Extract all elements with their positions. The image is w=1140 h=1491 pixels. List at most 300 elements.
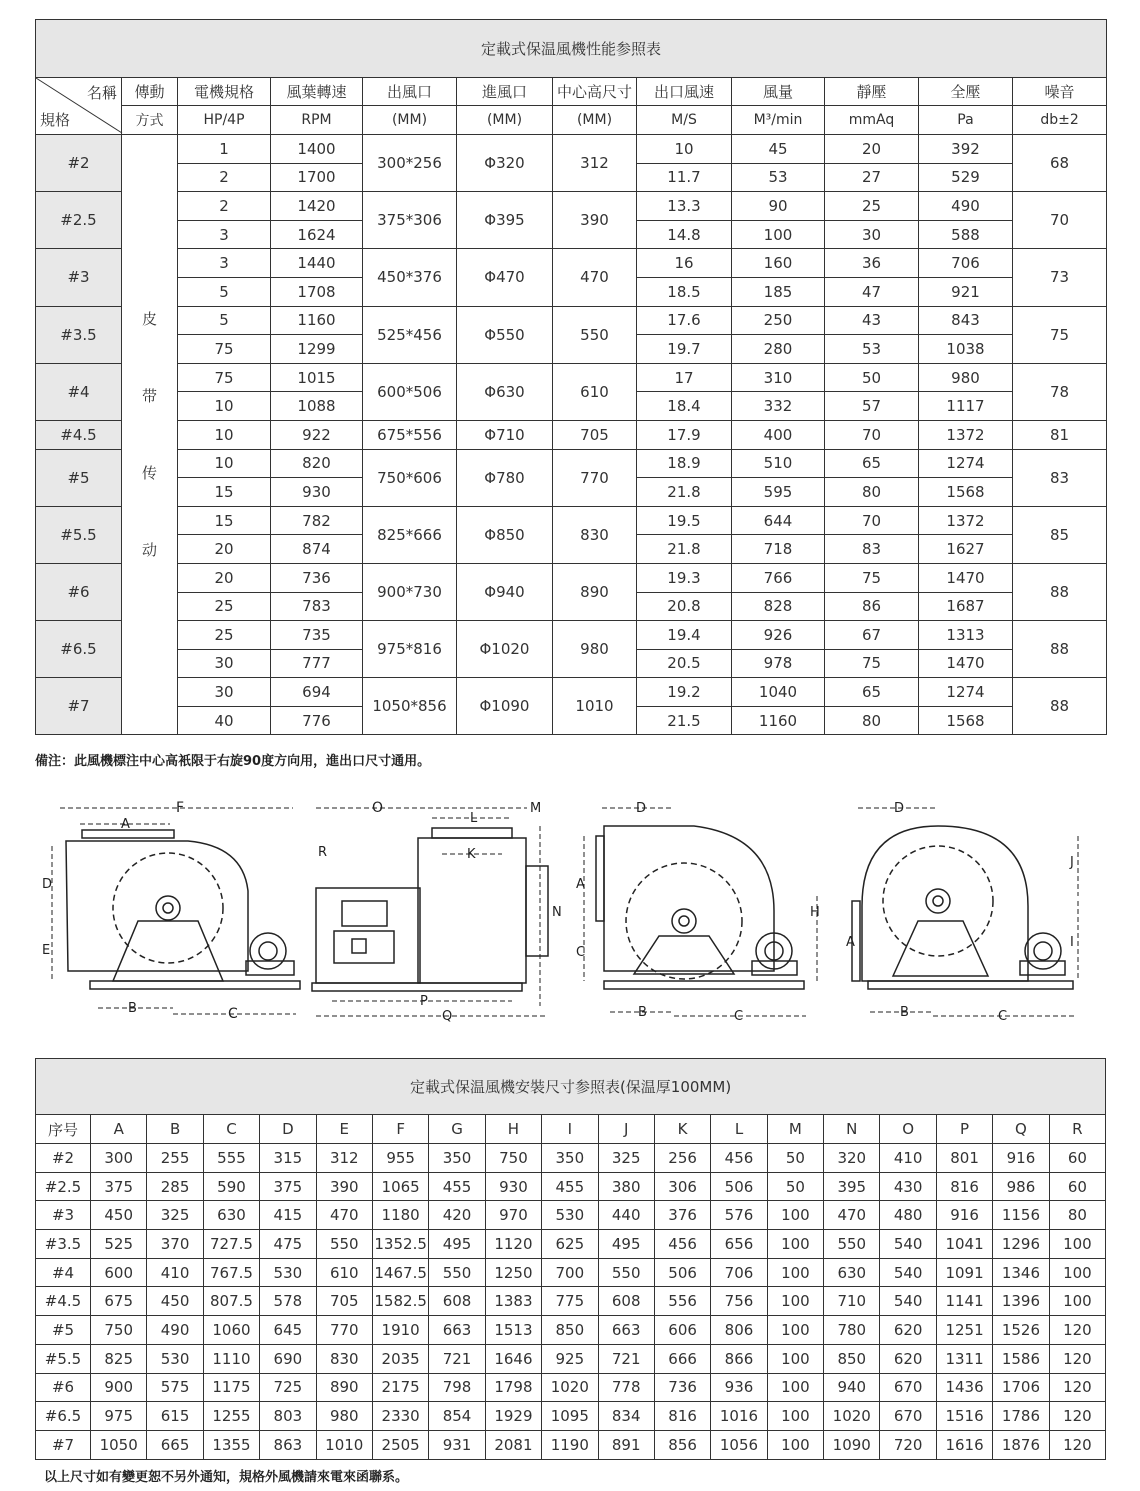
table-cell: 778 (598, 1373, 654, 1402)
table-cell: 53 (825, 335, 919, 364)
table-cell: 921 (919, 277, 1013, 306)
table-cell: 1274 (919, 678, 1013, 707)
table-cell: 306 (654, 1172, 710, 1201)
table-cell: 540 (880, 1287, 936, 1316)
table-cell: 120 (1049, 1316, 1106, 1345)
table-cell: 801 (936, 1144, 992, 1173)
table-cell: #4.5 (36, 420, 122, 449)
header-cell: M (767, 1115, 823, 1144)
install-note: 以上尺寸如有變更恕不另外通知，規格外風機請來電來函聯系。 (44, 1470, 409, 1485)
table-cell: Φ940 (457, 563, 553, 620)
table-cell: 100 (1049, 1230, 1106, 1259)
table-cell: 455 (429, 1172, 485, 1201)
table-cell: 930 (485, 1172, 541, 1201)
svg-text:B: B (128, 1001, 137, 1016)
table-cell: 100 (732, 220, 825, 249)
table-cell: 891 (598, 1430, 654, 1459)
table-cell: 470 (316, 1201, 372, 1230)
svg-text:B: B (638, 1005, 647, 1020)
table-cell: 1095 (542, 1402, 598, 1431)
table-cell: 83 (1013, 449, 1107, 506)
table-cell: 17.6 (637, 306, 732, 335)
table-cell: 1190 (542, 1430, 598, 1459)
header-cell: K (654, 1115, 710, 1144)
table-cell: #2.5 (36, 192, 122, 249)
install-row (36, 1201, 1106, 1230)
svg-text:K: K (467, 847, 476, 862)
table-cell: 1568 (919, 478, 1013, 507)
table-cell: 610 (553, 363, 637, 420)
table-cell: 1117 (919, 392, 1013, 421)
row-spec-cell: #2.5 (36, 1172, 91, 1201)
unit-cell: M/S (637, 106, 732, 135)
table-cell: 100 (1049, 1258, 1106, 1287)
table-cell: 2 (178, 163, 271, 192)
table-cell: 19.7 (637, 335, 732, 364)
table-cell: 1255 (203, 1402, 259, 1431)
table-cell: 1251 (936, 1316, 992, 1345)
svg-text:R: R (318, 845, 328, 860)
table-cell: 20 (825, 135, 919, 164)
table-cell: 18.5 (637, 277, 732, 306)
table-cell: 70 (1013, 192, 1107, 249)
table-cell: 926 (732, 621, 825, 650)
table-cell: 550 (316, 1230, 372, 1259)
table-cell: 1090 (824, 1430, 880, 1459)
row-spec-cell: #7 (36, 1430, 91, 1459)
table-cell: 73 (1013, 249, 1107, 306)
table-cell: 890 (553, 563, 637, 620)
table-cell: 866 (711, 1344, 767, 1373)
svg-text:F: F (176, 800, 185, 816)
row-spec-cell: #4 (36, 1258, 91, 1287)
install-row (36, 1316, 1106, 1345)
table-cell: 85 (1013, 506, 1107, 563)
table-cell: 625 (542, 1230, 598, 1259)
table-cell: 60 (1049, 1172, 1106, 1201)
table-cell: 20.5 (637, 649, 732, 678)
table-cell: 68 (1013, 135, 1107, 192)
table-cell: 615 (147, 1402, 203, 1431)
table-cell: 834 (598, 1402, 654, 1431)
table-cell: 780 (824, 1316, 880, 1345)
table-cell: 930 (271, 478, 363, 507)
table-cell: Φ470 (457, 249, 553, 306)
table-cell: 750 (91, 1316, 147, 1345)
header-cell: 風量 (732, 78, 825, 106)
table-cell: 630 (824, 1258, 880, 1287)
table-cell: 1383 (485, 1287, 541, 1316)
table-cell: 775 (542, 1287, 598, 1316)
table-cell: 250 (732, 306, 825, 335)
svg-text:P: P (420, 994, 428, 1009)
header-cell: P (936, 1115, 992, 1144)
performance-row (36, 249, 1107, 278)
table-cell: #5.5 (36, 506, 122, 563)
table-cell: 495 (598, 1230, 654, 1259)
table-cell: 25 (178, 592, 271, 621)
table-cell: 816 (654, 1402, 710, 1431)
table-cell: 735 (271, 621, 363, 650)
table-cell: 854 (429, 1402, 485, 1431)
table-cell: 19.3 (637, 563, 732, 592)
table-cell: 10 (178, 420, 271, 449)
install-row (36, 1430, 1106, 1459)
table-cell: 576 (711, 1201, 767, 1230)
header-cell: R (1049, 1115, 1106, 1144)
svg-text:E: E (42, 943, 51, 958)
table-cell: 770 (316, 1316, 372, 1345)
table-cell: 595 (732, 478, 825, 507)
table-cell: 975*816 (363, 621, 457, 678)
table-cell: 1311 (936, 1344, 992, 1373)
header-cell: A (91, 1115, 147, 1144)
table-cell: 776 (271, 706, 363, 735)
table-cell: 2175 (372, 1373, 428, 1402)
table-cell: 736 (271, 563, 363, 592)
table-cell: 530 (260, 1258, 316, 1287)
table-cell: 5 (178, 277, 271, 306)
table-cell: 1296 (993, 1230, 1049, 1259)
table-cell: 410 (147, 1258, 203, 1287)
table-cell: 1056 (711, 1430, 767, 1459)
table-cell: 980 (919, 363, 1013, 392)
svg-text:C: C (228, 1006, 238, 1022)
header-cell: N (824, 1115, 880, 1144)
table-cell: 525 (91, 1230, 147, 1259)
table-cell: 18.9 (637, 449, 732, 478)
table-cell: 1470 (919, 563, 1013, 592)
table-cell: 19.4 (637, 621, 732, 650)
table-cell: 540 (880, 1230, 936, 1259)
header-cell: J (598, 1115, 654, 1144)
table-cell: Φ780 (457, 449, 553, 506)
table-cell: 10 (178, 449, 271, 478)
table-cell: 410 (880, 1144, 936, 1173)
svg-text:B: B (900, 1005, 909, 1020)
table-cell: 10 (178, 392, 271, 421)
table-cell: 540 (880, 1258, 936, 1287)
table-cell: 1299 (271, 335, 363, 364)
table-cell: 57 (825, 392, 919, 421)
performance-note: 備注：此風機標注中心高衹限于右旋90度方向用，進出口尺寸通用。 (35, 754, 431, 769)
table-cell: 400 (732, 420, 825, 449)
table-cell: 665 (147, 1430, 203, 1459)
table-cell: 530 (147, 1344, 203, 1373)
table-cell: 588 (919, 220, 1013, 249)
svg-text:A: A (846, 935, 855, 950)
table-cell: 390 (316, 1172, 372, 1201)
table-cell: 863 (260, 1430, 316, 1459)
table-cell: 1372 (919, 420, 1013, 449)
table-cell: 30 (825, 220, 919, 249)
row-spec-cell: #6 (36, 1373, 91, 1402)
table-cell: #7 (36, 678, 122, 735)
table-cell: 718 (732, 535, 825, 564)
install-row (36, 1230, 1106, 1259)
table-cell: #6.5 (36, 621, 122, 678)
table-cell: 736 (654, 1373, 710, 1402)
table-cell: 120 (1049, 1402, 1106, 1431)
table-cell: 30 (178, 649, 271, 678)
table-cell: 825 (91, 1344, 147, 1373)
table-cell: 1929 (485, 1402, 541, 1431)
table-cell: 1 (178, 135, 271, 164)
header-cell: F (372, 1115, 428, 1144)
table-cell: 332 (732, 392, 825, 421)
table-cell: 1396 (993, 1287, 1049, 1316)
table-cell: 14.8 (637, 220, 732, 249)
header-cell: 出口風速 (637, 78, 732, 106)
drive-char: 带 (141, 386, 157, 405)
table-cell: 450 (91, 1201, 147, 1230)
table-cell: 1798 (485, 1373, 541, 1402)
table-cell: 1065 (372, 1172, 428, 1201)
table-cell: 5 (178, 306, 271, 335)
side-view-diagram (312, 796, 562, 1028)
table-cell: 1180 (372, 1201, 428, 1230)
svg-text:N: N (552, 905, 562, 920)
table-cell: 1467.5 (372, 1258, 428, 1287)
table-cell: 285 (147, 1172, 203, 1201)
table-cell: #3 (36, 249, 122, 306)
header-cell: B (147, 1115, 203, 1144)
table-cell: 850 (542, 1316, 598, 1345)
table-cell: 575 (147, 1373, 203, 1402)
install-table (35, 1058, 1106, 1460)
table-cell: 705 (553, 420, 637, 449)
header-cell: D (260, 1115, 316, 1144)
table-cell: 45 (732, 135, 825, 164)
table-cell: 608 (598, 1287, 654, 1316)
table-cell: 120 (1049, 1430, 1106, 1459)
header-cell: L (711, 1115, 767, 1144)
svg-text:I: I (1070, 935, 1074, 950)
table-cell: 100 (767, 1430, 823, 1459)
table-cell: 80 (1049, 1201, 1106, 1230)
table-cell: 36 (825, 249, 919, 278)
table-cell: 25 (825, 192, 919, 221)
table-cell: 706 (711, 1258, 767, 1287)
table-cell: 40 (178, 706, 271, 735)
svg-text:C: C (734, 1009, 744, 1024)
table-cell: 550 (824, 1230, 880, 1259)
drive-char: 皮 (141, 309, 157, 328)
header-cell: I (542, 1115, 598, 1144)
table-cell: 922 (271, 420, 363, 449)
table-cell: 392 (919, 135, 1013, 164)
table-cell: 931 (429, 1430, 485, 1459)
table-cell: 100 (767, 1287, 823, 1316)
table-cell: 644 (732, 506, 825, 535)
table-cell: 375 (91, 1172, 147, 1201)
table-cell: 75 (178, 363, 271, 392)
table-cell: 43 (825, 306, 919, 335)
table-cell: 590 (203, 1172, 259, 1201)
row-spec-cell: #5 (36, 1316, 91, 1345)
svg-text:C: C (576, 945, 586, 960)
table-cell: 670 (880, 1373, 936, 1402)
table-cell: 1400 (271, 135, 363, 164)
table-cell: 645 (260, 1316, 316, 1345)
table-cell: 936 (711, 1373, 767, 1402)
table-cell: 1440 (271, 249, 363, 278)
table-cell: 663 (429, 1316, 485, 1345)
table-cell: 1352.5 (372, 1230, 428, 1259)
table-cell: 1436 (936, 1373, 992, 1402)
unit-cell: M³/min (732, 106, 825, 135)
table-cell: 80 (825, 706, 919, 735)
table-cell: 2035 (372, 1344, 428, 1373)
table-cell: 828 (732, 592, 825, 621)
table-cell: 3 (178, 220, 271, 249)
table-cell: 630 (203, 1201, 259, 1230)
table-cell: 1175 (203, 1373, 259, 1402)
table-cell: 13.3 (637, 192, 732, 221)
table-cell: 1568 (919, 706, 1013, 735)
performance-row (36, 563, 1107, 592)
table-cell: 1355 (203, 1430, 259, 1459)
header-cell: Q (993, 1115, 1049, 1144)
table-cell: 18.4 (637, 392, 732, 421)
table-cell: 21.5 (637, 706, 732, 735)
table-cell: 1040 (732, 678, 825, 707)
table-cell: 75 (1013, 306, 1107, 363)
table-cell: 17 (637, 363, 732, 392)
table-cell: 88 (1013, 563, 1107, 620)
table-cell: 986 (993, 1172, 1049, 1201)
table-cell: 1041 (936, 1230, 992, 1259)
table-cell: 380 (598, 1172, 654, 1201)
table-cell: 255 (147, 1144, 203, 1173)
table-cell: 1050*856 (363, 678, 457, 735)
header-cell: 噪音 (1013, 78, 1107, 106)
inlet-view-diagram (848, 796, 1088, 1028)
svg-text:D: D (894, 801, 905, 816)
table-cell: 916 (936, 1201, 992, 1230)
table-cell: 550 (598, 1258, 654, 1287)
table-cell: 455 (542, 1172, 598, 1201)
table-cell: 30 (178, 678, 271, 707)
table-cell: 2505 (372, 1430, 428, 1459)
table-cell: 955 (372, 1144, 428, 1173)
table-cell: 350 (542, 1144, 598, 1173)
table-cell: 1156 (993, 1201, 1049, 1230)
table-cell: 1020 (824, 1402, 880, 1431)
table-cell: 1470 (919, 649, 1013, 678)
install-row (36, 1287, 1106, 1316)
header-cell: 序号 (36, 1115, 91, 1144)
table-cell: 3 (178, 249, 271, 278)
table-cell: 1160 (732, 706, 825, 735)
table-cell: 395 (824, 1172, 880, 1201)
table-cell: 420 (429, 1201, 485, 1230)
table-cell: 1616 (936, 1430, 992, 1459)
table-cell: 440 (598, 1201, 654, 1230)
table-cell: 550 (429, 1258, 485, 1287)
table-cell: 65 (825, 449, 919, 478)
table-cell: 10 (637, 135, 732, 164)
table-cell: 75 (825, 649, 919, 678)
table-cell: 556 (654, 1287, 710, 1316)
install-row (36, 1258, 1106, 1287)
table-cell: 620 (880, 1344, 936, 1373)
table-cell: 1015 (271, 363, 363, 392)
table-cell: 1091 (936, 1258, 992, 1287)
table-cell: 80 (825, 478, 919, 507)
table-cell: 975 (91, 1402, 147, 1431)
header-cell: O (880, 1115, 936, 1144)
table-cell: 1786 (993, 1402, 1049, 1431)
table-cell: 450 (147, 1287, 203, 1316)
performance-row (36, 363, 1107, 392)
table-cell: 75 (825, 563, 919, 592)
table-cell: 1120 (485, 1230, 541, 1259)
table-cell: 1038 (919, 335, 1013, 364)
table-cell: 370 (147, 1230, 203, 1259)
corner-header-cell (36, 78, 122, 135)
table-cell: 1141 (936, 1287, 992, 1316)
table-cell: 15 (178, 506, 271, 535)
table-cell: 375*306 (363, 192, 457, 249)
table-cell: 694 (271, 678, 363, 707)
table-cell: 1088 (271, 392, 363, 421)
table-cell: 783 (271, 592, 363, 621)
table-cell: Φ850 (457, 506, 553, 563)
table-cell: 1274 (919, 449, 1013, 478)
table-cell: 1020 (542, 1373, 598, 1402)
unit-cell: (MM) (363, 106, 457, 135)
table-cell: 1420 (271, 192, 363, 221)
svg-text:A: A (576, 877, 585, 892)
table-cell: 16 (637, 249, 732, 278)
table-cell: #4 (36, 363, 122, 420)
svg-text:Q: Q (442, 1009, 453, 1024)
performance-row (36, 678, 1107, 707)
svg-text:C: C (998, 1009, 1008, 1024)
table-cell: 608 (429, 1287, 485, 1316)
table-cell: 529 (919, 163, 1013, 192)
table-cell: 1516 (936, 1402, 992, 1431)
table-cell: 606 (654, 1316, 710, 1345)
table-cell: 17.9 (637, 420, 732, 449)
table-cell: 27 (825, 163, 919, 192)
table-cell: 700 (542, 1258, 598, 1287)
table-cell: 21.8 (637, 535, 732, 564)
header-cell: 中心高尺寸 (553, 78, 637, 106)
table-cell: 81 (1013, 420, 1107, 449)
table-cell: 475 (260, 1230, 316, 1259)
table-cell: 100 (767, 1230, 823, 1259)
install-row (36, 1402, 1106, 1431)
table-cell: 727.5 (203, 1230, 259, 1259)
table-cell: 325 (147, 1201, 203, 1230)
table-cell: 843 (919, 306, 1013, 335)
table-cell: 1700 (271, 163, 363, 192)
svg-text:J: J (1070, 855, 1074, 870)
table-cell: 53 (732, 163, 825, 192)
table-cell: 663 (598, 1316, 654, 1345)
table-cell: 325 (598, 1144, 654, 1173)
drive-type-cell (122, 135, 178, 735)
table-cell: 100 (1049, 1287, 1106, 1316)
header-cell: 靜壓 (825, 78, 919, 106)
table-cell: 670 (880, 1402, 936, 1431)
table-cell: 600*506 (363, 363, 457, 420)
table-cell: 550 (553, 306, 637, 363)
table-cell: 555 (203, 1144, 259, 1173)
table-cell: 19.5 (637, 506, 732, 535)
